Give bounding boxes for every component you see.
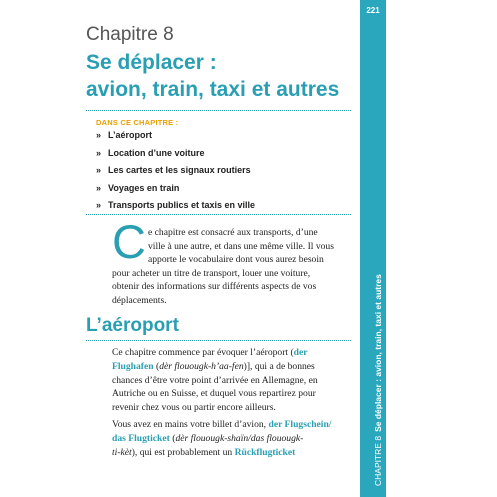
- german-term: Rückflugticket: [234, 446, 296, 458]
- bullet-icon: »: [96, 147, 102, 158]
- pronunciation: dèr flouougk-h’aa-fen: [159, 360, 244, 372]
- german-term: Flughafen: [112, 360, 154, 372]
- paragraph-line: [112, 446, 348, 460]
- section-divider: [86, 340, 351, 341]
- intro-line: ville à une autre, et dans une même ville. Il vous: [148, 240, 334, 252]
- german-term: das Flugticket: [112, 432, 170, 444]
- paragraph-line: revenir chez vous ou partir encore ailleurs.: [112, 402, 276, 414]
- german-term: der: [293, 347, 308, 358]
- pronunciation: dèr flouougk-shaïn/das flouougk-: [175, 432, 304, 444]
- body-paragraph-1: [112, 346, 348, 415]
- paragraph-line: [112, 346, 348, 360]
- running-chapter-title: [373, 274, 383, 486]
- paragraph-line: [112, 432, 348, 446]
- list-item: [96, 183, 255, 201]
- list-item-label: Les cartes et les signaux routiers: [108, 165, 251, 175]
- section-heading: L’aéroport: [86, 315, 179, 336]
- text-run: )], qui a de bonnes: [243, 360, 315, 372]
- chapter-label: Chapitre 8: [86, 24, 174, 45]
- text-run: Vous avez en mains votre billet d’avion,: [112, 419, 269, 430]
- intro-line: apporte le vocabulaire dont vous aurez besoin: [148, 254, 324, 266]
- list-item: [96, 165, 255, 183]
- running-chapter-name: Se déplacer : avion, train, taxi et autres: [373, 274, 383, 432]
- german-term: der Flugschein/: [268, 419, 332, 430]
- running-chapter-number: CHAPITRE 8: [373, 435, 383, 486]
- list-item-label: Voyages en train: [108, 182, 180, 193]
- bullet-icon: »: [96, 165, 102, 175]
- in-this-chapter-heading: DANS CE CHAPITRE :: [96, 118, 179, 127]
- chapter-title-line-2: avion, train, taxi et autres: [86, 78, 340, 101]
- intro-line: obtenir des informations sur différents aspects de vos: [112, 281, 317, 293]
- paragraph-line: [112, 360, 348, 374]
- title-divider: [86, 110, 351, 111]
- intro-line: déplacements.: [112, 294, 167, 306]
- paragraph-line: [112, 418, 348, 432]
- intro-paragraph: [112, 226, 348, 308]
- chapter-title-line-1: Se déplacer :: [86, 51, 217, 74]
- text-run: (: [169, 432, 176, 444]
- pronunciation: ti-kèt: [112, 446, 132, 458]
- body-paragraph-2: [112, 418, 348, 459]
- chapter-title: [86, 49, 356, 103]
- paragraph-line: chances d’être votre point d’arrivée en Allemagne, en: [112, 374, 318, 386]
- page-number: 221: [366, 6, 380, 15]
- chapter-contents-list: [96, 130, 255, 218]
- bullet-icon: »: [96, 200, 102, 210]
- bullet-icon: »: [96, 182, 102, 193]
- list-item-label: Location d’une voiture: [108, 147, 205, 158]
- list-item-label: L’aéroport: [108, 130, 153, 140]
- intro-line: pour acheter un titre de transport, louer une voiture,: [112, 267, 311, 279]
- list-item: [96, 148, 255, 166]
- text-run: ), qui est probablement un: [131, 446, 235, 458]
- text-run: (: [153, 360, 160, 372]
- text-run: Ce chapitre commence par évoquer l’aéroport (: [112, 347, 294, 358]
- paragraph-line: Autriche ou en Suisse, et duquel vous repartirez pour: [112, 388, 316, 400]
- list-item-label: Transports publics et taxis en ville: [108, 200, 256, 210]
- list-item: [96, 130, 255, 148]
- drop-cap: C: [112, 215, 146, 268]
- intro-line: e chapitre est consacré aux transports, d’une: [148, 227, 318, 238]
- bullet-icon: »: [96, 130, 102, 140]
